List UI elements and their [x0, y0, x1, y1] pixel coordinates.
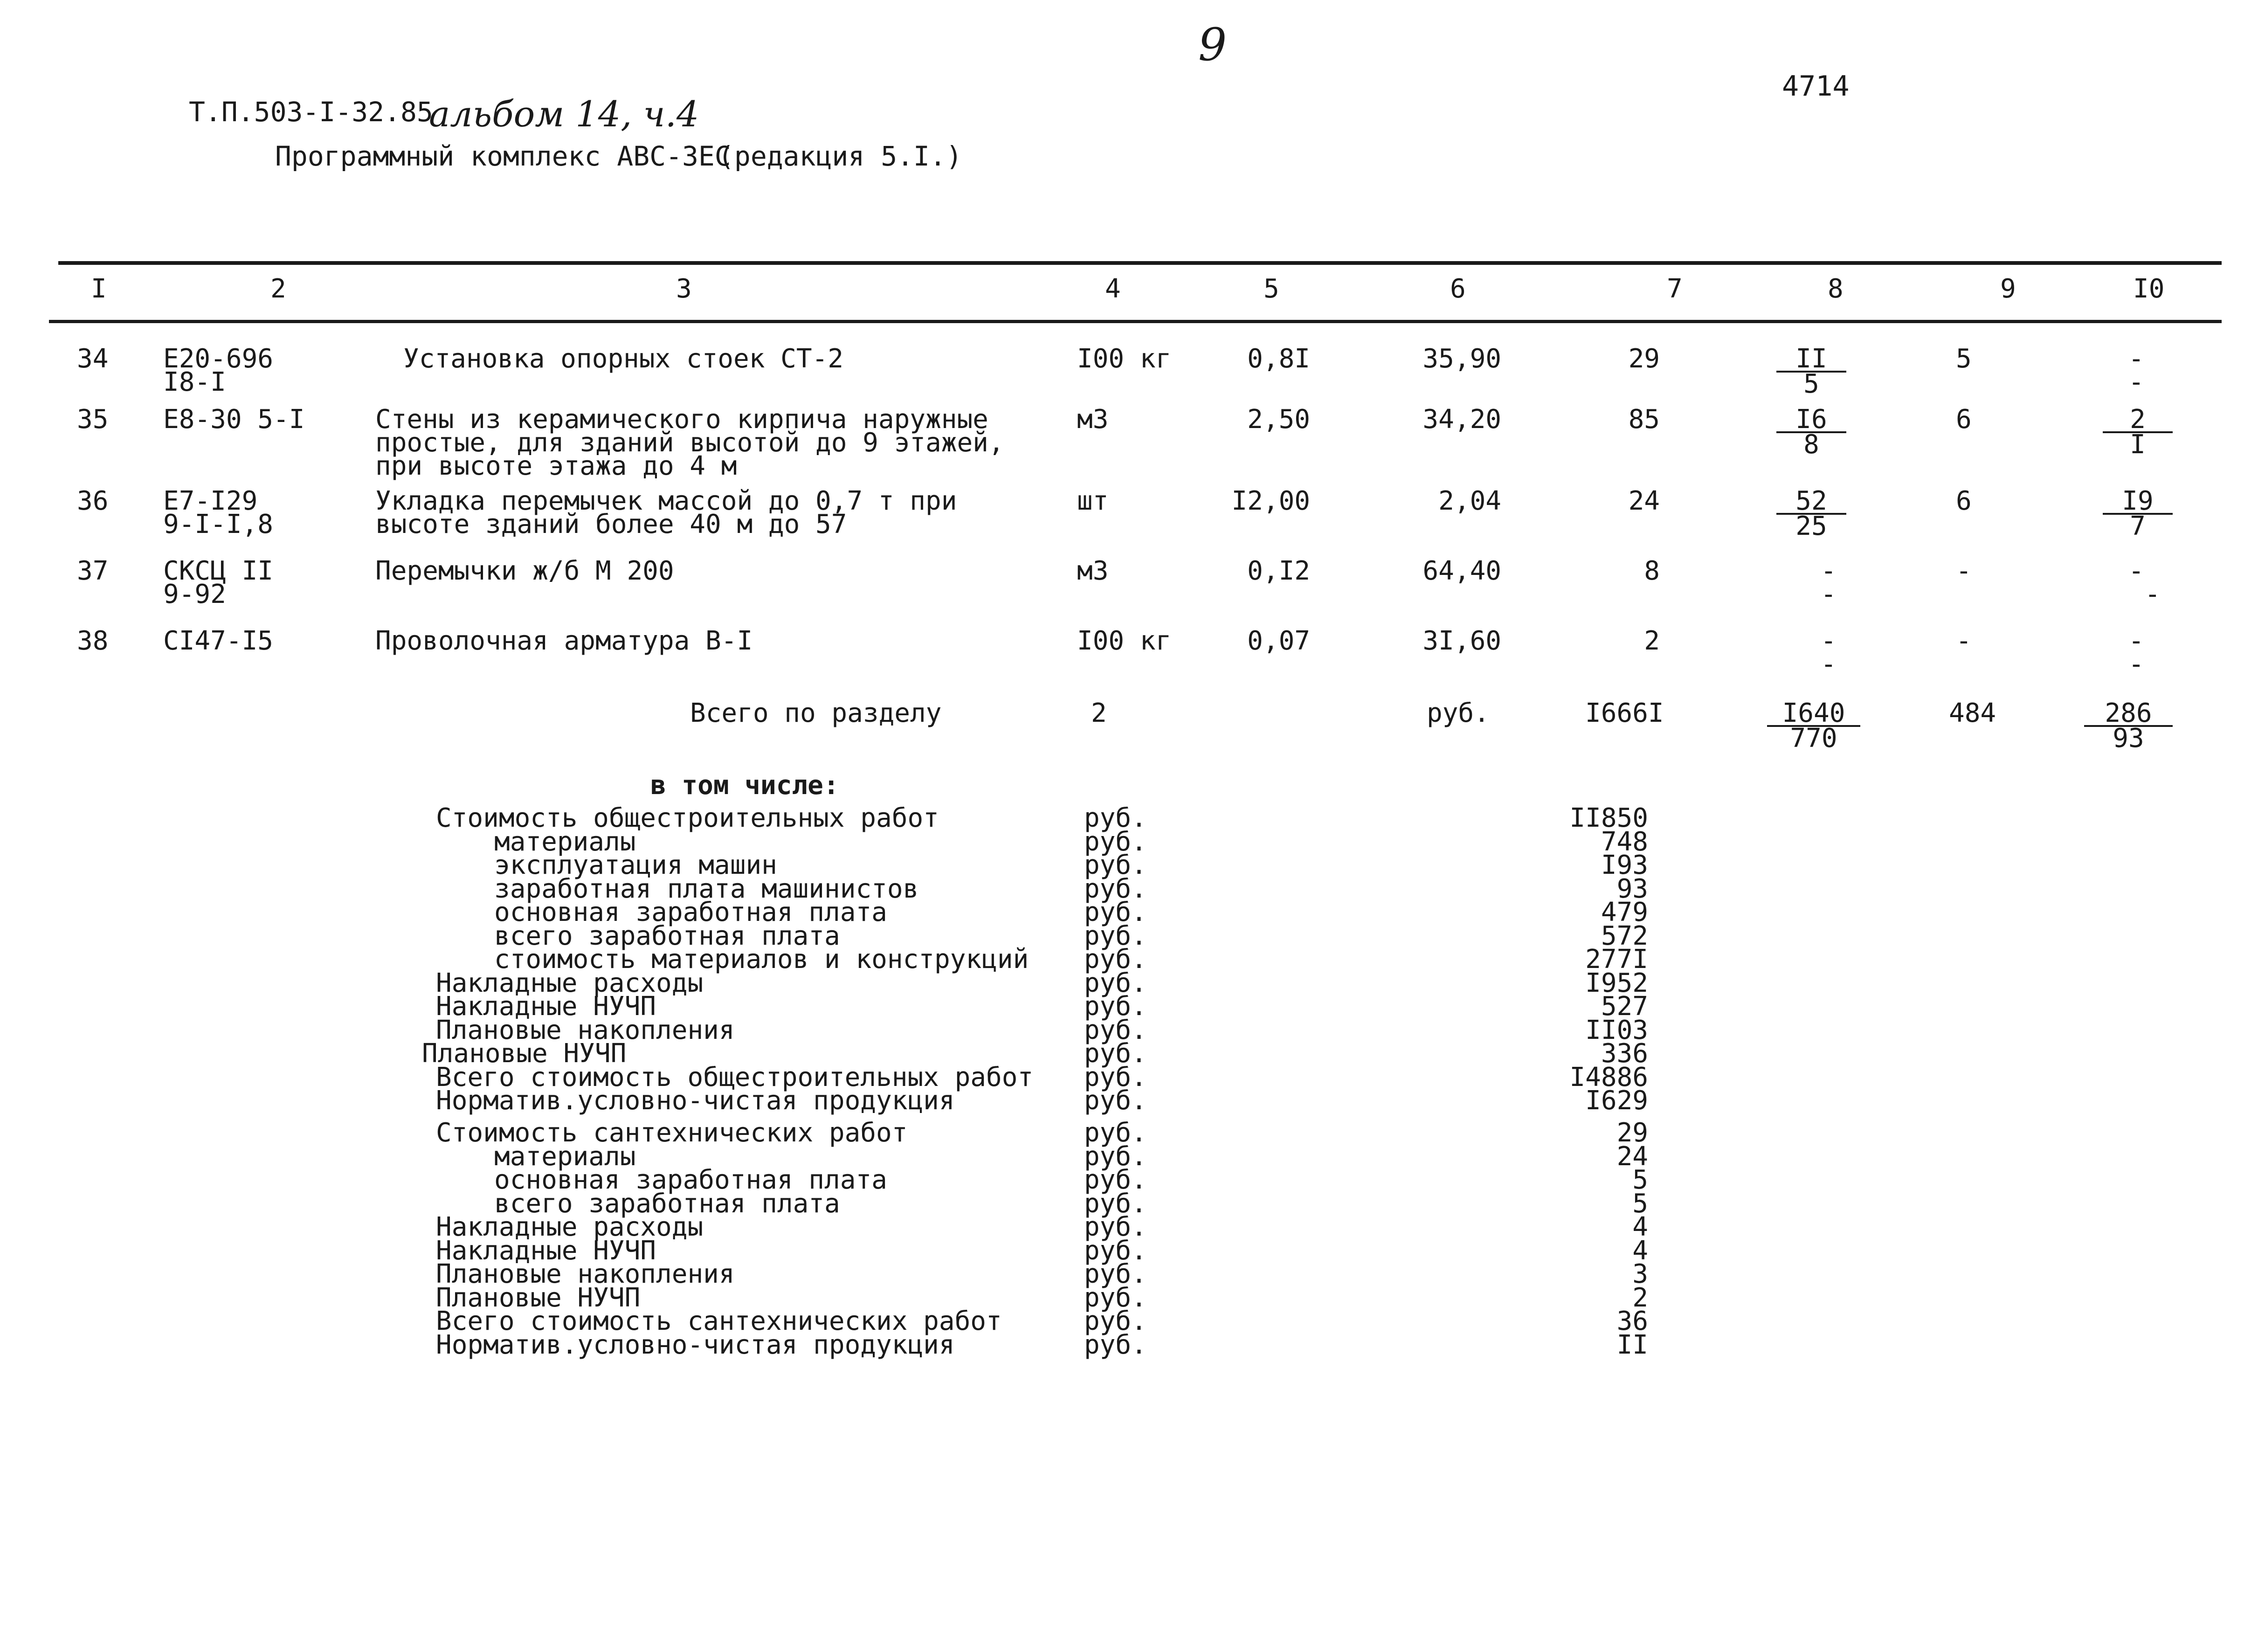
- row-col8-den: -: [1821, 649, 1837, 679]
- breakdown-label: всего заработная плата: [494, 1188, 840, 1219]
- column-header: 4: [1105, 274, 1121, 304]
- section-total-col10-fraction: [2084, 698, 2173, 753]
- row-number: 37: [77, 556, 109, 586]
- row-description: при высоте этажа до 4 м: [375, 451, 737, 481]
- row-price: 2,04: [1438, 486, 1501, 516]
- breakdown-unit: руб.: [1084, 803, 1147, 833]
- breakdown-label: Норматив.условно-чистая продукция: [436, 1329, 955, 1360]
- breakdown-label: заработная плата машинистов: [494, 873, 919, 904]
- row-col9: 6: [1956, 404, 1972, 435]
- breakdown-unit: руб.: [1084, 968, 1147, 998]
- row-price: 35,90: [1422, 344, 1501, 374]
- row-code: 9-I-I,8: [163, 509, 274, 539]
- breakdown-value: I93: [1601, 850, 1648, 880]
- row-quantity: I2,00: [1231, 486, 1310, 516]
- column-header: 6: [1450, 274, 1466, 304]
- breakdown-unit: руб.: [1084, 1062, 1147, 1092]
- row-description: простые, для зданий высотой до 9 этажей,: [375, 428, 1004, 458]
- breakdown-value: I629: [1585, 1085, 1648, 1116]
- table-header-rule: [49, 320, 2222, 323]
- breakdown-unit: руб.: [1084, 850, 1147, 880]
- row-code: 9-92: [163, 579, 226, 609]
- row-quantity: 2,50: [1247, 404, 1310, 435]
- section-total-col9: 484: [1949, 698, 1996, 728]
- breakdown-label: Норматив.условно-чистая продукция: [436, 1085, 955, 1116]
- breakdown-unit: руб.: [1084, 1141, 1147, 1172]
- fraction-denominator: 93: [2113, 723, 2144, 753]
- fraction-numerator: I6: [1776, 408, 1846, 433]
- row-col8-num: -: [1821, 626, 1837, 656]
- breakdown-label: материалы: [494, 1141, 636, 1172]
- row-col10-den: -: [2145, 579, 2161, 609]
- section-total-col8-fraction: [1767, 698, 1860, 753]
- row-col10-den: -: [2128, 649, 2144, 679]
- breakdown-label: Всего стоимость сантехнических работ: [436, 1306, 1002, 1336]
- row-code: Е8-30 5-I: [163, 404, 305, 435]
- breakdown-unit: руб.: [1084, 1306, 1147, 1336]
- row-col9: -: [1956, 626, 1972, 656]
- row-quantity: 0,07: [1247, 626, 1310, 656]
- breakdown-label: материалы: [494, 826, 636, 857]
- breakdown-unit: руб.: [1084, 826, 1147, 857]
- breakdown-value: II03: [1585, 1015, 1648, 1045]
- breakdown-value: 479: [1601, 897, 1648, 927]
- column-header: 8: [1828, 274, 1844, 304]
- row-code: I8-I: [163, 367, 226, 397]
- page-number: 9: [1198, 19, 1227, 71]
- fraction-numerator: 52: [1776, 490, 1846, 515]
- row-col8-num: -: [1821, 556, 1837, 586]
- breakdown-value: 93: [1616, 873, 1648, 904]
- breakdown-unit: руб.: [1084, 1118, 1147, 1148]
- album-note: альбом 14, ч.4: [429, 93, 699, 135]
- column-header: I0: [2133, 274, 2165, 304]
- row-price: 64,40: [1422, 556, 1501, 586]
- breakdown-value: 572: [1601, 920, 1648, 951]
- breakdown-unit: руб.: [1084, 1038, 1147, 1069]
- breakdown-value: 527: [1601, 991, 1648, 1022]
- breakdown-unit: руб.: [1084, 1259, 1147, 1289]
- breakdown-value: 2: [1632, 1282, 1648, 1313]
- row-col10-fraction: [2103, 486, 2173, 541]
- row-number: 34: [77, 344, 109, 374]
- row-col9: -: [1956, 556, 1972, 586]
- breakdown-value: 4: [1632, 1235, 1648, 1266]
- breakdown-unit: руб.: [1084, 1282, 1147, 1313]
- breakdown-label: Плановые НУЧП: [436, 1282, 641, 1313]
- breakdown-unit: руб.: [1084, 1015, 1147, 1045]
- row-total: 8: [1644, 556, 1660, 586]
- breakdown-value: 336: [1601, 1038, 1648, 1069]
- section-total-value: I666I: [1585, 698, 1664, 728]
- column-header: 5: [1264, 274, 1279, 304]
- row-description: Перемычки ж/б М 200: [375, 556, 674, 586]
- column-header: 2: [270, 274, 286, 304]
- breakdown-unit: руб.: [1084, 1188, 1147, 1219]
- breakdown-unit: руб.: [1084, 1235, 1147, 1266]
- breakdown-unit: руб.: [1084, 1212, 1147, 1242]
- row-total: 2: [1644, 626, 1660, 656]
- row-number: 36: [77, 486, 109, 516]
- breakdown-label: Стоимость общестроительных работ: [436, 803, 939, 833]
- breakdown-unit: руб.: [1084, 920, 1147, 951]
- fraction-denominator: 8: [1803, 429, 1819, 460]
- row-unit: м3: [1077, 556, 1109, 586]
- row-col8-fraction: [1776, 486, 1846, 541]
- column-header: 7: [1667, 274, 1683, 304]
- row-number: 38: [77, 626, 109, 656]
- row-unit: I00 кг: [1077, 626, 1172, 656]
- breakdown-label: основная заработная плата: [494, 897, 887, 927]
- breakdown-value: II: [1616, 1329, 1648, 1360]
- breakdown-value: I952: [1585, 968, 1648, 998]
- row-code: СКСЦ II: [163, 556, 274, 586]
- column-header: 9: [2000, 274, 2016, 304]
- breakdown-value: 5: [1632, 1188, 1648, 1219]
- breakdown-value: 748: [1601, 826, 1648, 857]
- fraction-denominator: 7: [2130, 511, 2146, 541]
- breakdown-label: Плановые НУЧП: [422, 1038, 627, 1069]
- row-code: Е7-I29: [163, 486, 258, 516]
- breakdown-label: Всего стоимость общестроительных работ: [436, 1062, 1034, 1092]
- row-unit: шт: [1077, 486, 1109, 516]
- breakdown-label: Накладные расходы: [436, 1212, 704, 1242]
- row-col10-num: -: [2128, 344, 2144, 374]
- breakdown-value: 29: [1616, 1118, 1648, 1148]
- document-code: Т.П.503-I-32.85: [189, 96, 433, 128]
- row-price: 34,20: [1422, 404, 1501, 435]
- fraction-denominator: 25: [1795, 511, 1827, 541]
- fraction-denominator: 770: [1790, 723, 1837, 753]
- breakdown-label: Накладные НУЧП: [436, 1235, 656, 1266]
- section-total-count: 2: [1091, 698, 1107, 728]
- row-description: Стены из керамического кирпича наружные: [375, 404, 988, 435]
- breakdown-value: 24: [1616, 1141, 1648, 1172]
- program-edition: (редакция 5.I.): [718, 140, 962, 172]
- breakdown-label: Накладные расходы: [436, 968, 704, 998]
- row-col9: 5: [1956, 344, 1972, 374]
- row-unit: м3: [1077, 404, 1109, 435]
- breakdown-unit: руб.: [1084, 1329, 1147, 1360]
- fraction-numerator: I9: [2103, 490, 2173, 515]
- row-total: 85: [1628, 404, 1660, 435]
- breakdown-label: эксплуатация машин: [494, 850, 777, 880]
- fraction-numerator: I640: [1767, 702, 1860, 727]
- breakdown-label: всего заработная плата: [494, 920, 840, 951]
- breakdown-value: 277I: [1585, 944, 1648, 975]
- document-number: 4714: [1782, 70, 1850, 103]
- row-col10-num: -: [2128, 556, 2144, 586]
- row-number: 35: [77, 404, 109, 435]
- breakdown-unit: руб.: [1084, 1085, 1147, 1116]
- column-header: I: [91, 274, 107, 304]
- breakdown-label: стоимость материалов и конструкций: [494, 944, 1029, 975]
- row-unit: I00 кг: [1077, 344, 1172, 374]
- row-col8-fraction: [1776, 344, 1846, 399]
- section-total-label: Всего по разделу: [690, 698, 942, 728]
- breakdown-unit: руб.: [1084, 1165, 1147, 1195]
- row-total: 24: [1628, 486, 1660, 516]
- breakdown-label: Плановые накопления: [436, 1259, 735, 1289]
- row-total: 29: [1628, 344, 1660, 374]
- breakdown-label: Накладные НУЧП: [436, 991, 656, 1022]
- row-col8-den: -: [1821, 579, 1837, 609]
- row-description: Установка опорных стоек СТ-2: [403, 344, 844, 374]
- breakdown-unit: руб.: [1084, 873, 1147, 904]
- breakdown-value: 3: [1632, 1259, 1648, 1289]
- program-title: Программный комплекс АВС-ЗЕС: [275, 140, 731, 172]
- breakdown-value: 4: [1632, 1212, 1648, 1242]
- breakdown-unit: руб.: [1084, 991, 1147, 1022]
- row-col8-fraction: [1776, 404, 1846, 460]
- row-quantity: 0,8I: [1247, 344, 1310, 374]
- breakdown-value: I4886: [1569, 1062, 1648, 1092]
- breakdown-label: Плановые накопления: [436, 1015, 735, 1045]
- fraction-numerator: II: [1776, 347, 1846, 373]
- fraction-numerator: 2: [2103, 408, 2173, 433]
- row-col10-fraction: [2103, 404, 2173, 460]
- row-col10-den: -: [2128, 367, 2144, 397]
- row-col9: 6: [1956, 486, 1972, 516]
- column-header: 3: [676, 274, 692, 304]
- breakdown-value: 36: [1616, 1306, 1648, 1336]
- breakdown-value: II850: [1569, 803, 1648, 833]
- breakdown-value: 5: [1632, 1165, 1648, 1195]
- fraction-denominator: 5: [1803, 369, 1819, 399]
- section-total-currency: руб.: [1427, 698, 1490, 728]
- including-label: в том числе:: [650, 770, 839, 801]
- row-code: Е20-696: [163, 344, 274, 374]
- row-col10-num: -: [2128, 626, 2144, 656]
- table-top-rule: [58, 261, 2222, 265]
- breakdown-unit: руб.: [1084, 897, 1147, 927]
- breakdown-label: Стоимость сантехнических работ: [436, 1118, 908, 1148]
- row-price: 3I,60: [1422, 626, 1501, 656]
- row-code: СI47-I5: [163, 626, 274, 656]
- row-description: Укладка перемычек массой до 0,7 т при: [375, 486, 957, 516]
- row-quantity: 0,I2: [1247, 556, 1310, 586]
- breakdown-label: основная заработная плата: [494, 1165, 887, 1195]
- fraction-numerator: 286: [2084, 702, 2173, 727]
- row-description: высоте зданий более 40 м до 57: [375, 509, 847, 539]
- row-description: Проволочная арматура В-I: [375, 626, 753, 656]
- fraction-denominator: I: [2130, 429, 2146, 460]
- breakdown-unit: руб.: [1084, 944, 1147, 975]
